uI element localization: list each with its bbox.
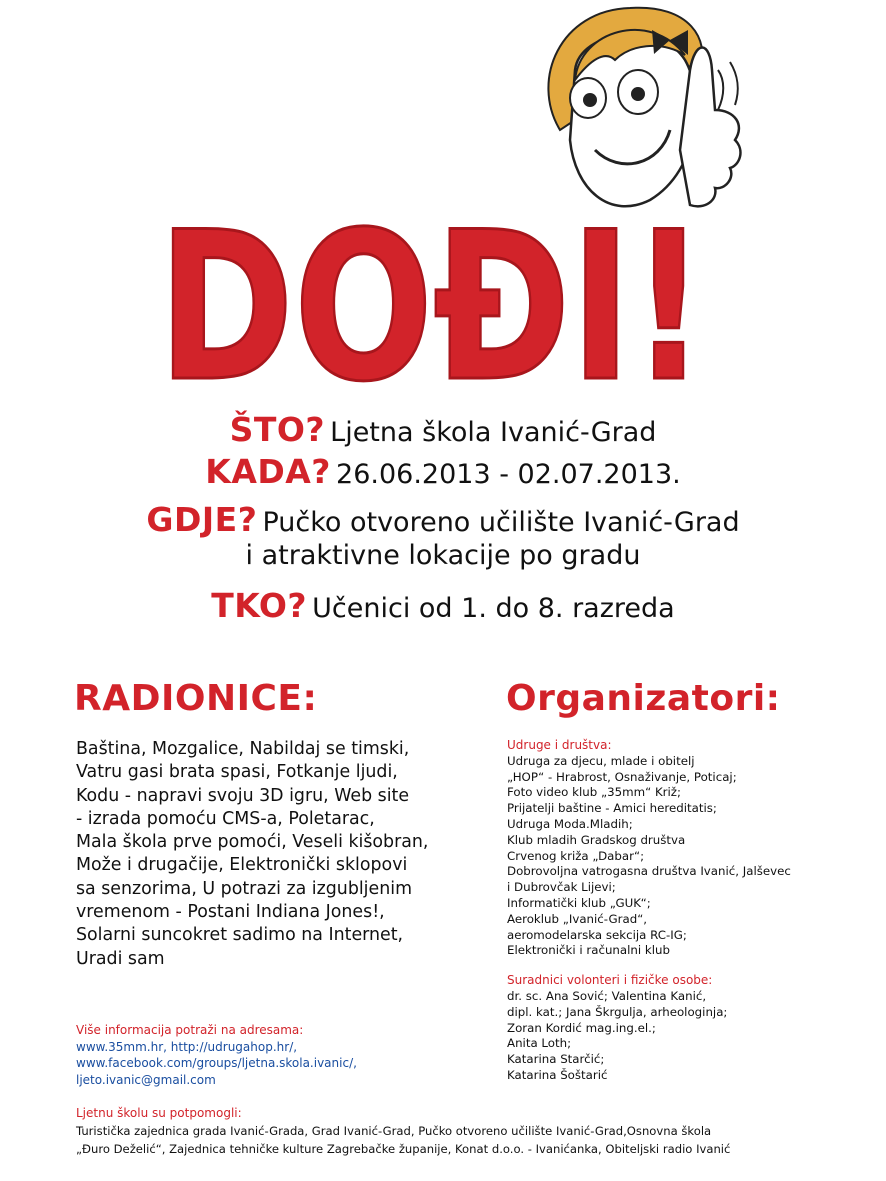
info-link[interactable]: www.facebook.com/groups/ljetna.skola.ivanic/,	[76, 1056, 357, 1070]
group-line: aeromodelarska sekcija RC-IG;	[507, 927, 687, 942]
sponsors-heading: Ljetnu školu su potpomogli:	[76, 1106, 242, 1120]
radionice-line: vremenom - Postani Indiana Jones!,	[76, 902, 385, 923]
radionice-line: Kodu - napravi svoju 3D igru, Web site	[76, 785, 410, 806]
what-label: ŠTO?	[229, 410, 326, 449]
radionice-line: Baština, Mozgalice, Nabildaj se timski,	[76, 739, 410, 759]
radionice-line: Uradi sam	[76, 948, 165, 969]
group-line: Informatički klub „GUK“;	[507, 895, 651, 910]
who-label: TKO?	[211, 586, 308, 625]
radionice-line: sa senzorima, U potrazi za izgubljenim	[76, 878, 413, 899]
when-value: 26.06.2013 - 02.07.2013.	[336, 459, 681, 490]
group-line: Klub mladih Gradskog društva	[507, 832, 686, 847]
group-line: Prijatelji baštine - Amici hereditatis;	[507, 801, 717, 816]
radionice-line: Solarni suncokret sadimo na Internet,	[76, 925, 404, 946]
headline-title	[152, 178, 712, 418]
group-line: Dobrovoljna vatrogasna društva Ivanić, Jalševec	[507, 864, 791, 879]
radionice-title: RADIONICE:	[74, 678, 318, 719]
where-line-2	[0, 540, 886, 571]
volunteer-line: Katarina Šoštarić	[507, 1067, 608, 1082]
group-line: Crvenog križa „Dabar“;	[507, 848, 645, 863]
radionice-line: Vatru gasi brata spasi, Fotkanje ljudi,	[76, 762, 398, 783]
who-value: Učenici od 1. do 8. razreda	[312, 593, 675, 624]
info-section	[76, 1022, 357, 1088]
groups-heading: Udruge i društva:	[507, 738, 612, 752]
info-link[interactable]: ljeto.ivanic@gmail.com	[76, 1072, 216, 1087]
organizatori-title: Organizatori:	[506, 678, 781, 719]
where-line	[0, 500, 886, 539]
group-line: Udruga Moda.Mladih;	[507, 816, 633, 831]
volunteer-line: Katarina Starčić;	[507, 1052, 605, 1067]
volunteer-line: Zoran Kordić mag.ing.el.;	[507, 1020, 656, 1035]
radionice-line: Može i drugačije, Elektronički sklopovi	[76, 855, 408, 876]
group-line: Udruga za djecu, mlade i obitelj	[507, 753, 695, 768]
group-line: „HOP“ - Hrabrost, Osnaživanje, Poticaj;	[507, 769, 737, 784]
what-value: Ljetna škola Ivanić-Grad	[330, 417, 657, 448]
volunteer-line: Anita Loth;	[507, 1036, 572, 1051]
who-line	[0, 586, 886, 625]
organizatori-list	[507, 738, 857, 1084]
what-line	[0, 410, 886, 449]
sponsors-section	[76, 1104, 866, 1158]
info-heading: Više informacija potraži na adresama:	[76, 1023, 304, 1037]
radionice-line: - izrada pomoću CMS-a, Poletarac,	[76, 808, 375, 829]
volunteer-line: dipl. kat.; Jana Škrgulja, arheologinja;	[507, 1004, 728, 1019]
when-line	[0, 452, 886, 491]
where-value-2: i atraktivne lokacije po gradu	[245, 540, 641, 571]
headline-text: DOĐI!	[158, 189, 706, 418]
when-label: KADA?	[205, 452, 331, 491]
where-label: GDJE?	[146, 500, 258, 539]
group-line: i Dubrovčak Lijevi;	[507, 880, 616, 895]
group-line: Elektronički i računalni klub	[507, 943, 670, 958]
info-link[interactable]: www.35mm.hr, http://udrugahop.hr/,	[76, 1039, 298, 1054]
volunteer-line: dr. sc. Ana Sović; Valentina Kanić,	[507, 988, 707, 1003]
volunteers-heading: Suradnici volonteri i fizičke osobe:	[507, 973, 713, 988]
sponsors-line: „Đuro Deželić“, Zajednica tehničke kulture Zagrebačke županije, Konat d.o.o. - Ivanićanka, Obiteljski radio Ivanić	[76, 1142, 731, 1156]
sponsors-line: Turistička zajednica grada Ivanić-Grada, Grad Ivanić-Grad, Pučko otvoreno učilište Ivanić-Grad,Osnovna škola	[76, 1124, 712, 1138]
where-value: Pučko otvoreno učilište Ivanić-Grad	[262, 507, 740, 538]
radionice-list	[76, 738, 486, 971]
radionice-line: Mala škola prve pomoći, Veseli kišobran,	[76, 832, 429, 853]
group-line: Aeroklub „Ivanić-Grad“,	[507, 911, 648, 926]
group-line: Foto video klub „35mm“ Križ;	[507, 785, 681, 800]
